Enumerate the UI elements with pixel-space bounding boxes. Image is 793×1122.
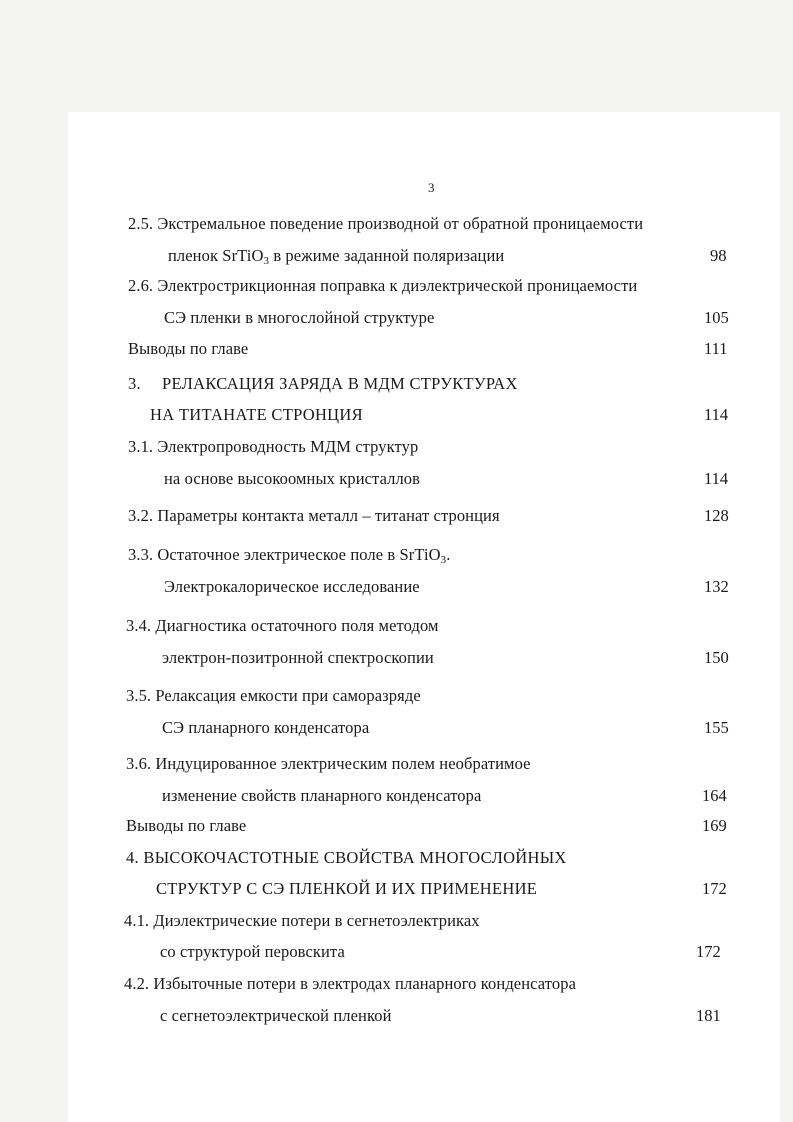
toc-entry-conclusions-2: Выводы по главе	[128, 339, 249, 358]
toc-entry-2-6-line1: 2.6. Электрострикционная поправка к диэлектрической проницаемости	[128, 276, 638, 295]
toc-entry-4-1-line1: 4.1. Диэлектрические потери в сегнетоэлектриках	[124, 911, 480, 930]
toc-entry-3-4-page: 150	[704, 648, 729, 667]
toc-entry-conclusions-3-page: 169	[702, 816, 727, 835]
toc-entry-2-5-line1: 2.5. Экстремальное поведение производной от обратной проницаемости	[128, 214, 644, 233]
toc-entry-3-5-line2: СЭ планарного конденсатора	[162, 718, 370, 737]
toc-entry-3-3-page: 132	[704, 577, 729, 596]
toc-chapter-3-page: 114	[704, 405, 729, 424]
toc-entry-conclusions-3: Выводы по главе	[126, 816, 247, 835]
toc-entry-conclusions-2-page: 111	[704, 339, 728, 358]
toc-chapter-4-line2: СТРУКТУР С СЭ ПЛЕНКОЙ И ИХ ПРИМЕНЕНИЕ	[156, 879, 538, 898]
toc-entry-4-1-line2: со структурой перовскита	[160, 942, 345, 961]
toc-chapter-3-line1: РЕЛАКСАЦИЯ ЗАРЯДА В МДМ СТРУКТУРАХ	[162, 374, 518, 393]
toc-entry-3-1-line1: 3.1. Электропроводность МДМ структур	[128, 437, 419, 456]
page-number: 3	[428, 180, 435, 195]
toc-entry-3-2-page: 128	[704, 506, 729, 525]
toc-entry-2-6-line2: СЭ пленки в многослойной структуре	[164, 308, 435, 327]
toc-chapter-4-page: 172	[702, 879, 727, 898]
toc-entry-4-2-line1: 4.2. Избыточные потери в электродах планарного конденсатора	[124, 974, 577, 993]
toc-entry-4-2-page: 181	[696, 1006, 721, 1025]
toc-entry-3-3-line2: Электрокалорическое исследование	[164, 577, 420, 596]
toc-chapter-3-line2: НА ТИТАНАТЕ СТРОНЦИЯ	[150, 405, 363, 424]
toc-entry-3-3-line1: 3.3. Остаточное электрическое поле в SrTiO$_3$.	[128, 545, 451, 566]
toc-entry-3-4-line1: 3.4. Диагностика остаточного поля методом	[126, 616, 439, 635]
toc-entry-3-1-page: 114	[704, 469, 729, 488]
toc-chapter-4-line1: 4. ВЫСОКОЧАСТОТНЫЕ СВОЙСТВА МНОГОСЛОЙНЫХ	[126, 848, 567, 867]
toc-entry-3-1-line2: на основе высокоомных кристаллов	[164, 469, 421, 488]
toc-entry-2-5-page: 98	[710, 246, 727, 265]
toc-entry-3-4-line2: электрон-позитронной спектроскопии	[162, 648, 434, 667]
toc-entry-3-2: 3.2. Параметры контакта металл – титанат стронция	[128, 506, 500, 525]
toc-entry-3-6-line2: изменение свойств планарного конденсатора	[162, 786, 482, 805]
toc-entry-4-2-line2: с сегнетоэлектрической пленкой	[160, 1006, 392, 1025]
toc-entry-4-1-page: 172	[696, 942, 721, 961]
toc-entry-3-5-line1: 3.5. Релаксация емкости при саморазряде	[126, 686, 421, 705]
toc-entry-2-6-page: 105	[704, 308, 729, 327]
toc-entry-3-6-line1: 3.6. Индуцированное электрическим полем необратимое	[126, 754, 531, 773]
toc-chapter-3-number: 3.	[128, 374, 141, 393]
toc-entry-2-5-line2: пленок SrTiO$_3$ в режиме заданной поляризации	[168, 246, 505, 267]
toc-entry-3-6-page: 164	[702, 786, 727, 805]
toc-entry-3-5-page: 155	[704, 718, 729, 737]
